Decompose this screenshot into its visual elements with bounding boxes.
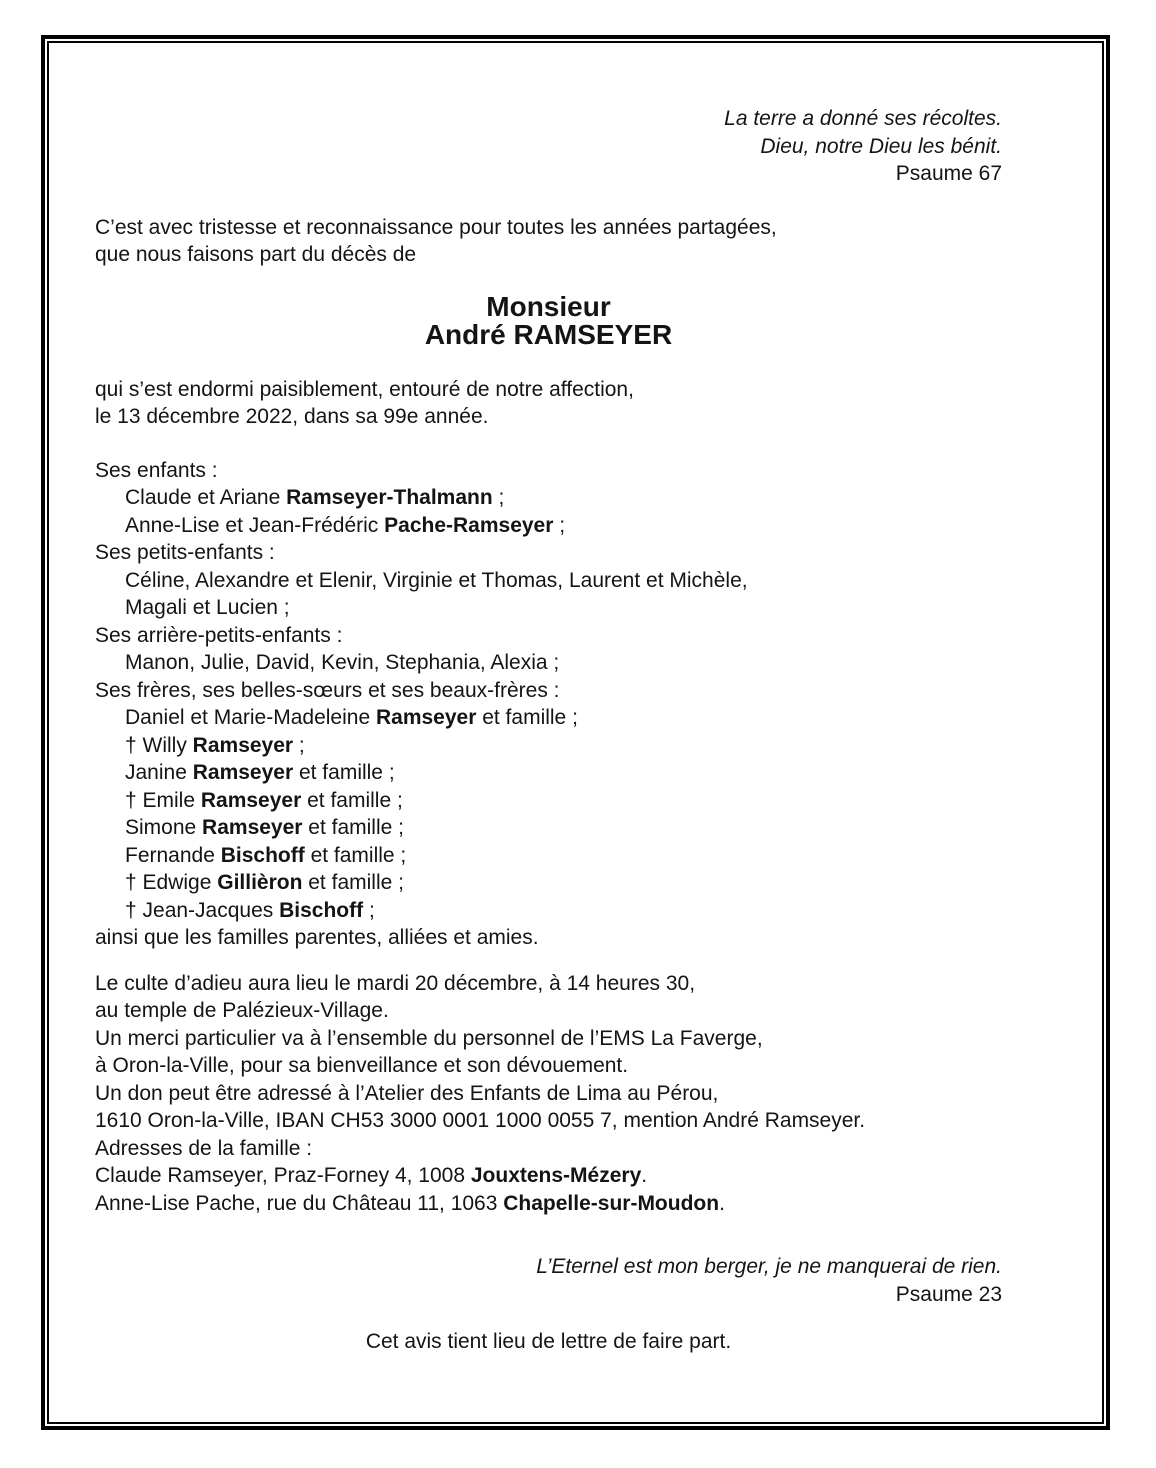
text-segment: Adresses de la famille : <box>95 1136 313 1160</box>
text-line <box>95 759 1002 787</box>
text-line <box>95 214 1002 242</box>
text-line <box>95 1281 1002 1309</box>
text-line <box>95 622 1002 650</box>
family-name-bold: Ramseyer <box>192 733 294 757</box>
text-segment: ainsi que les familles parentes, alliées et amies. <box>95 926 539 949</box>
text-line <box>95 897 1002 925</box>
text-segment: que nous faisons part du décès de <box>95 243 417 266</box>
text-segment: et famille ; <box>293 761 395 784</box>
text-segment: le 13 décembre 2022, dans sa 99e année. <box>95 405 489 428</box>
text-segment: qui s’est endormi paisiblement, entouré de notre affection, <box>95 377 634 401</box>
text-segment: Psaume 23 <box>895 1282 1002 1306</box>
text-segment: Manon, Julie, David, Kevin, Stephania, Alexia ; <box>125 651 560 674</box>
text-segment: Fernande <box>125 843 221 867</box>
intro-paragraph <box>95 214 1002 269</box>
text-segment: Claude Ramseyer, Praz-Forney 4, 1008 <box>95 1164 471 1187</box>
text-segment: Ses petits-enfants : <box>95 541 275 564</box>
text-segment: † Edwige <box>125 871 218 894</box>
deceased-name: André RAMSEYER <box>424 318 673 350</box>
text-line <box>95 649 1002 677</box>
text-segment: † Jean-Jacques <box>125 898 280 922</box>
text-segment: à Oron-la-Ville, pour sa bienveillance et son dévouement. <box>95 1054 629 1077</box>
text-segment: Ses enfants : <box>95 458 218 482</box>
text-line <box>95 997 1002 1025</box>
text-segment: Dieu, notre Dieu les bénit. <box>760 134 1002 158</box>
family-name-bold: Ramseyer <box>202 816 303 839</box>
text-segment: L’Eternel est mon berger, je ne manquerai de rien. <box>536 1255 1002 1278</box>
text-segment: au temple de Palézieux-Village. <box>95 999 389 1022</box>
text-line <box>95 924 1002 952</box>
family-name-bold: Bischoff <box>220 843 305 867</box>
text-segment: Daniel et Marie-Madeleine <box>125 706 376 729</box>
family-name-bold: Gillièron <box>217 871 303 894</box>
text-segment: ; <box>492 486 505 509</box>
text-segment: Magali et Lucien ; <box>125 596 290 619</box>
text-line <box>95 842 1002 870</box>
text-line <box>95 105 1002 133</box>
text-line <box>95 1162 1002 1190</box>
text-segment: ; <box>553 513 566 537</box>
text-segment: Claude et Ariane <box>125 486 287 509</box>
text-segment: et famille ; <box>304 843 407 867</box>
text-line <box>95 241 1002 269</box>
deceased-title: Monsieur <box>486 290 611 322</box>
text-line <box>95 1107 1002 1135</box>
closing-text: Cet avis tient lieu de lettre de faire part. <box>365 1330 732 1353</box>
text-segment: ; <box>293 733 305 757</box>
text-segment: C’est avec tristesse et reconnaissance pour toutes les années partagées, <box>95 215 777 239</box>
text-line <box>95 512 1002 540</box>
text-segment: Ses frères, ses belles-sœurs et ses beaux-frères : <box>95 678 560 702</box>
text-line <box>95 704 1002 732</box>
text-segment: Janine <box>125 761 193 784</box>
text-segment: et famille ; <box>302 816 404 839</box>
family-name-bold: Pache-Ramseyer <box>384 513 554 537</box>
text-segment: Un merci particulier va à l’ensemble du personnel de l’EMS La Faverge, <box>95 1026 763 1050</box>
text-segment: et famille ; <box>476 706 578 729</box>
text-line <box>95 539 1002 567</box>
obituary-content <box>49 43 1102 1422</box>
text-segment: ; <box>363 898 375 922</box>
text-line <box>95 133 1002 161</box>
text-segment: Anne-Lise et Jean-Frédéric <box>125 513 385 537</box>
text-line <box>95 567 1002 595</box>
text-line <box>95 403 1002 431</box>
text-segment: Céline, Alexandre et Elenir, Virginie et Thomas, Laurent et Michèle, <box>125 568 748 592</box>
family-name-bold: Ramseyer <box>192 761 294 784</box>
text-line <box>95 1135 1002 1163</box>
text-line <box>95 484 1002 512</box>
text-line <box>95 376 1002 404</box>
text-segment: † Emile <box>125 788 201 812</box>
family-list <box>95 457 1002 952</box>
family-name-bold: Chapelle-sur-Moudon <box>503 1191 720 1215</box>
text-segment: et famille ; <box>302 871 404 894</box>
ceremony-and-addresses-paragraph <box>95 970 1002 1218</box>
family-name-bold: Ramseyer-Thalmann <box>286 486 493 509</box>
text-line <box>95 160 1002 188</box>
text-segment: Un don peut être adressé à l’Atelier des Enfants de Lima au Pérou, <box>95 1081 719 1105</box>
text-segment: Simone <box>125 816 203 839</box>
text-segment: . <box>719 1191 725 1215</box>
text-line <box>95 1052 1002 1080</box>
text-line <box>95 732 1002 760</box>
text-line <box>95 869 1002 897</box>
decorative-frame <box>41 35 1110 1430</box>
text-line <box>95 1253 1002 1281</box>
closing-line <box>95 1328 1002 1356</box>
epigraph-psalm-23 <box>95 1253 1002 1308</box>
deceased-heading <box>95 290 1002 350</box>
text-line <box>95 1190 1002 1218</box>
text-segment: et famille ; <box>301 788 403 812</box>
text-segment: Anne-Lise Pache, rue du Château 11, 1063 <box>95 1191 504 1215</box>
epigraph-psalm-67 <box>95 105 1002 188</box>
family-name-bold: Bischoff <box>279 898 364 922</box>
text-segment: 1610 Oron-la-Ville, IBAN CH53 3000 0001 1000 0055 7, mention André Ramseyer. <box>95 1109 866 1132</box>
text-segment: La terre a donné ses récoltes. <box>724 107 1002 130</box>
text-line <box>95 677 1002 705</box>
text-segment: Ses arrière-petits-enfants : <box>95 623 343 647</box>
text-line <box>95 594 1002 622</box>
text-segment: Psaume 67 <box>895 162 1002 185</box>
family-name-bold: Jouxtens-Mézery <box>470 1164 642 1187</box>
text-line <box>95 814 1002 842</box>
text-segment: † Willy <box>125 733 193 757</box>
text-line <box>95 1025 1002 1053</box>
text-line <box>95 1080 1002 1108</box>
text-line <box>95 970 1002 998</box>
family-name-bold: Ramseyer <box>200 788 302 812</box>
text-segment: Le culte d’adieu aura lieu le mardi 20 décembre, à 14 heures 30, <box>95 971 696 995</box>
text-line <box>95 457 1002 485</box>
decorative-frame-inner <box>47 41 1104 1424</box>
text-segment: . <box>641 1164 648 1187</box>
family-name-bold: Ramseyer <box>375 706 477 729</box>
death-notice-paragraph <box>95 376 1002 431</box>
text-line <box>95 787 1002 815</box>
